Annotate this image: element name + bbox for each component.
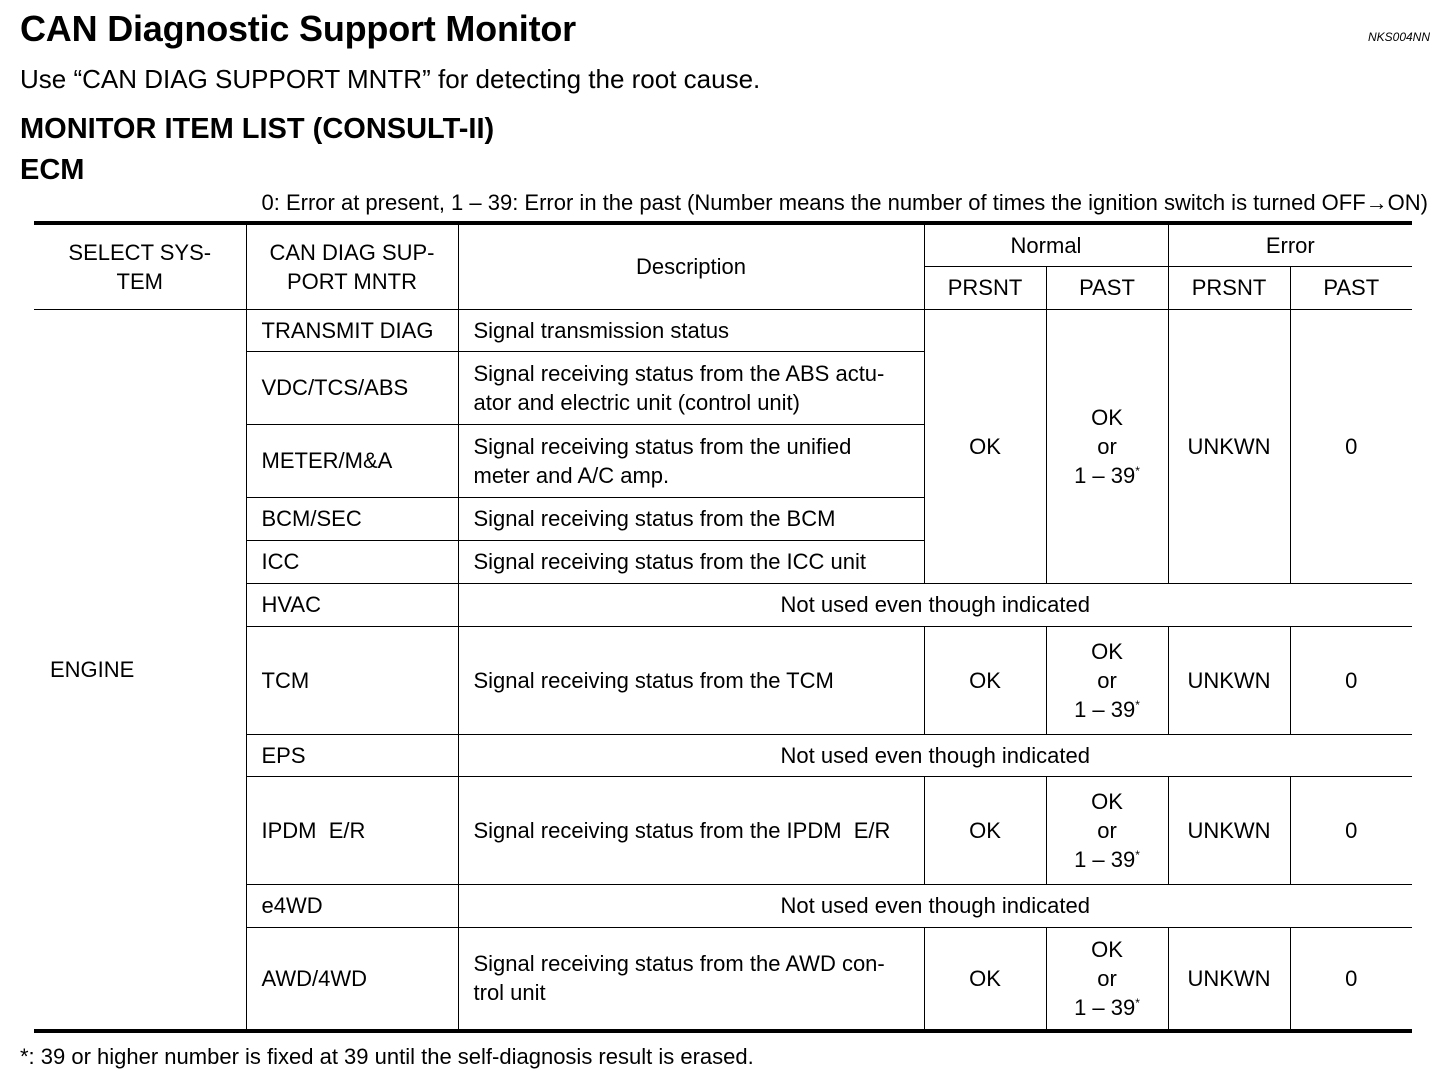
error-prsnt-value: UNKWN (1168, 626, 1290, 734)
normal-prsnt-value: OK (924, 309, 1046, 583)
past-range: 1 – 39* (1074, 696, 1140, 722)
normal-prsnt-value: OK (924, 626, 1046, 734)
header-select-system (34, 223, 246, 309)
error-past-value: 0 (1290, 309, 1412, 583)
header-error: Error (1168, 223, 1412, 266)
item-description (458, 927, 924, 1031)
page-title: CAN Diagnostic Support Monitor (20, 8, 576, 49)
header-description: Description (458, 223, 924, 309)
header-select-system-line1: SELECT SYS- (68, 239, 212, 265)
normal-past-value (1046, 776, 1168, 884)
item-description-line2: ator and electric unit (control unit) (473, 389, 800, 415)
header-can-diag (246, 223, 458, 309)
footnote-marker: * (1135, 697, 1140, 712)
item-name: HVAC (246, 583, 458, 626)
item-description-line2: meter and A/C amp. (473, 462, 670, 488)
item-name: IPDM E/R (246, 776, 458, 884)
past-range: 1 – 39* (1074, 846, 1140, 872)
subsection-title: ECM (20, 154, 85, 186)
error-past-value: 0 (1290, 927, 1412, 1031)
item-name: VDC/TCS/ABS (246, 351, 458, 424)
legend-text: 0: Error at present, 1 – 39: Error in the past (Number means the number of times the ignition switch is turned OFF→ON) (261, 190, 1428, 215)
past-or: or (1097, 817, 1117, 843)
error-prsnt-value: UNKWN (1168, 776, 1290, 884)
normal-past-value (1046, 309, 1168, 583)
intro-text: Use “CAN DIAG SUPPORT MNTR” for detecting the root cause. (20, 64, 761, 94)
section-title: MONITOR ITEM LIST (CONSULT-II) (20, 113, 495, 145)
header-select-system-line2: TEM (116, 268, 163, 294)
item-description-line1: Signal receiving status from the AWD con- (473, 951, 885, 977)
document-code: NKS004NN (1367, 30, 1430, 44)
past-ok: OK (1091, 936, 1123, 962)
past-ok: OK (1091, 788, 1123, 814)
error-past-value: 0 (1290, 776, 1412, 884)
header-normal-past: PAST (1046, 266, 1168, 309)
item-description: Signal receiving status from the TCM (458, 626, 924, 734)
header-can-diag-line2: PORT MNTR (287, 268, 417, 294)
footnote-marker: * (1135, 847, 1140, 862)
past-ok: OK (1091, 404, 1123, 430)
monitor-item-table (34, 221, 1412, 1033)
not-used-note: Not used even though indicated (458, 734, 1412, 776)
item-description: Signal transmission status (458, 309, 924, 351)
system-engine: ENGINE (34, 309, 246, 1031)
header-normal: Normal (924, 223, 1168, 266)
header-normal-prsnt: PRSNT (924, 266, 1046, 309)
item-name: TRANSMIT DIAG (246, 309, 458, 351)
past-ok: OK (1091, 638, 1123, 664)
normal-past-value (1046, 626, 1168, 734)
item-name: ICC (246, 540, 458, 583)
item-description: Signal receiving status from the IPDM E/R (458, 776, 924, 884)
header-can-diag-line1: CAN DIAG SUP- (269, 239, 435, 265)
item-description-line2: trol unit (473, 980, 546, 1006)
item-description (458, 351, 924, 424)
normal-past-value (1046, 927, 1168, 1031)
normal-prsnt-value: OK (924, 927, 1046, 1031)
item-name: METER/M&A (246, 424, 458, 497)
not-used-note: Not used even though indicated (458, 583, 1412, 626)
item-name: AWD/4WD (246, 927, 458, 1031)
past-or: or (1097, 433, 1117, 459)
item-description-line1: Signal receiving status from the ABS actu- (473, 360, 885, 386)
item-description: Signal receiving status from the BCM (458, 497, 924, 540)
error-prsnt-value: UNKWN (1168, 927, 1290, 1031)
table-row (34, 309, 1412, 351)
past-or: or (1097, 667, 1117, 693)
header-error-prsnt: PRSNT (1168, 266, 1290, 309)
item-name: e4WD (246, 884, 458, 927)
item-description (458, 424, 924, 497)
past-or: or (1097, 965, 1117, 991)
footnote-marker: * (1135, 995, 1140, 1010)
error-prsnt-value: UNKWN (1168, 309, 1290, 583)
footnote: *: 39 or higher number is fixed at 39 until the self-diagnosis result is erased. (20, 1044, 754, 1069)
not-used-note: Not used even though indicated (458, 884, 1412, 927)
past-range: 1 – 39* (1074, 994, 1140, 1020)
normal-prsnt-value: OK (924, 776, 1046, 884)
header-error-past: PAST (1290, 266, 1412, 309)
item-name: BCM/SEC (246, 497, 458, 540)
footnote-marker: * (1135, 463, 1140, 478)
item-description: Signal receiving status from the ICC unit (458, 540, 924, 583)
item-name: TCM (246, 626, 458, 734)
item-name: EPS (246, 734, 458, 776)
item-description-line1: Signal receiving status from the unified (473, 433, 852, 459)
error-past-value: 0 (1290, 626, 1412, 734)
past-range: 1 – 39* (1074, 462, 1140, 488)
